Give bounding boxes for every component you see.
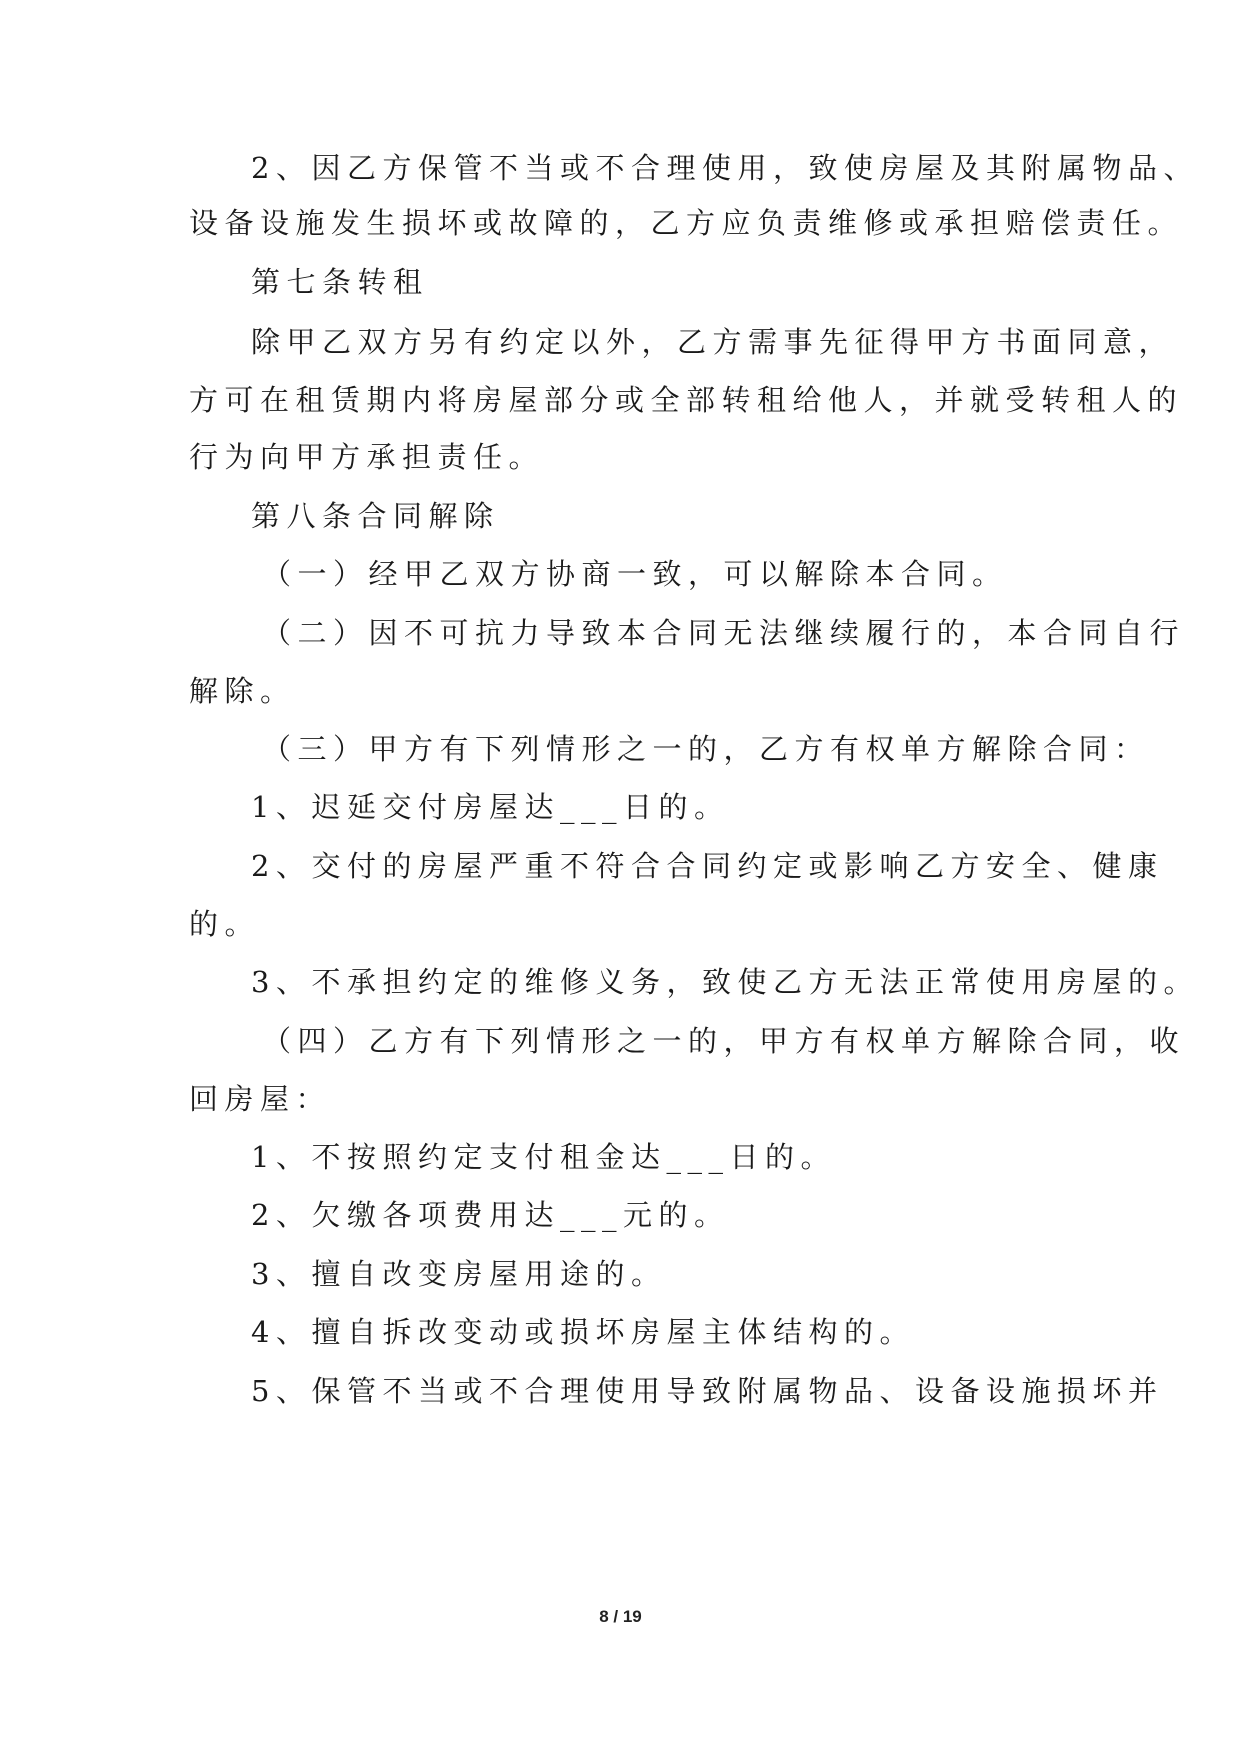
clause-line: 2、因乙方保管不当或不合理使用，致使房屋及其附属物品、 (251, 151, 1199, 185)
clause-line: （四）乙方有下列情形之一的，甲方有权单方解除合同，收 (262, 1024, 1186, 1058)
clause-line: 的。 (189, 907, 261, 941)
clause-line: 解除。 (189, 674, 296, 708)
section-heading: 第七条转租 (251, 265, 429, 299)
clause-line: 方可在租赁期内将房屋部分或全部转租给他人，并就受转租人的 (189, 383, 1184, 417)
clause-line: 回房屋： (189, 1082, 332, 1116)
section-heading: 第八条合同解除 (251, 499, 500, 533)
clause-line: 5、保管不当或不合理使用导致附属物品、设备设施损坏并 (251, 1374, 1164, 1408)
clause-line: 2、欠缴各项费用达___元的。 (251, 1198, 730, 1232)
clause-line: 3、擅自改变房屋用途的。 (251, 1257, 667, 1291)
clause-line: 行为向甲方承担责任。 (189, 440, 545, 474)
clause-line: 2、交付的房屋严重不符合合同约定或影响乙方安全、健康 (251, 849, 1164, 883)
clause-line: 设备设施发生损坏或故障的，乙方应负责维修或承担赔偿责任。 (189, 206, 1184, 240)
clause-line: 1、迟延交付房屋达___日的。 (251, 790, 730, 824)
clause-line: （三）甲方有下列情形之一的，乙方有权单方解除合同： (262, 732, 1150, 766)
page-number: 8 / 19 (599, 1607, 642, 1626)
clause-line: 3、不承担约定的维修义务，致使乙方无法正常使用房屋的。 (251, 965, 1199, 999)
clause-line: 除甲乙双方另有约定以外，乙方需事先征得甲方书面同意， (251, 325, 1175, 359)
clause-line: （二）因不可抗力导致本合同无法继续履行的，本合同自行 (262, 616, 1186, 650)
clause-line: （一）经甲乙双方协商一致，可以解除本合同。 (262, 557, 1008, 591)
clause-line: 1、不按照约定支付租金达___日的。 (251, 1140, 836, 1174)
clause-line: 4、擅自拆改变动或损坏房屋主体结构的。 (251, 1315, 915, 1349)
